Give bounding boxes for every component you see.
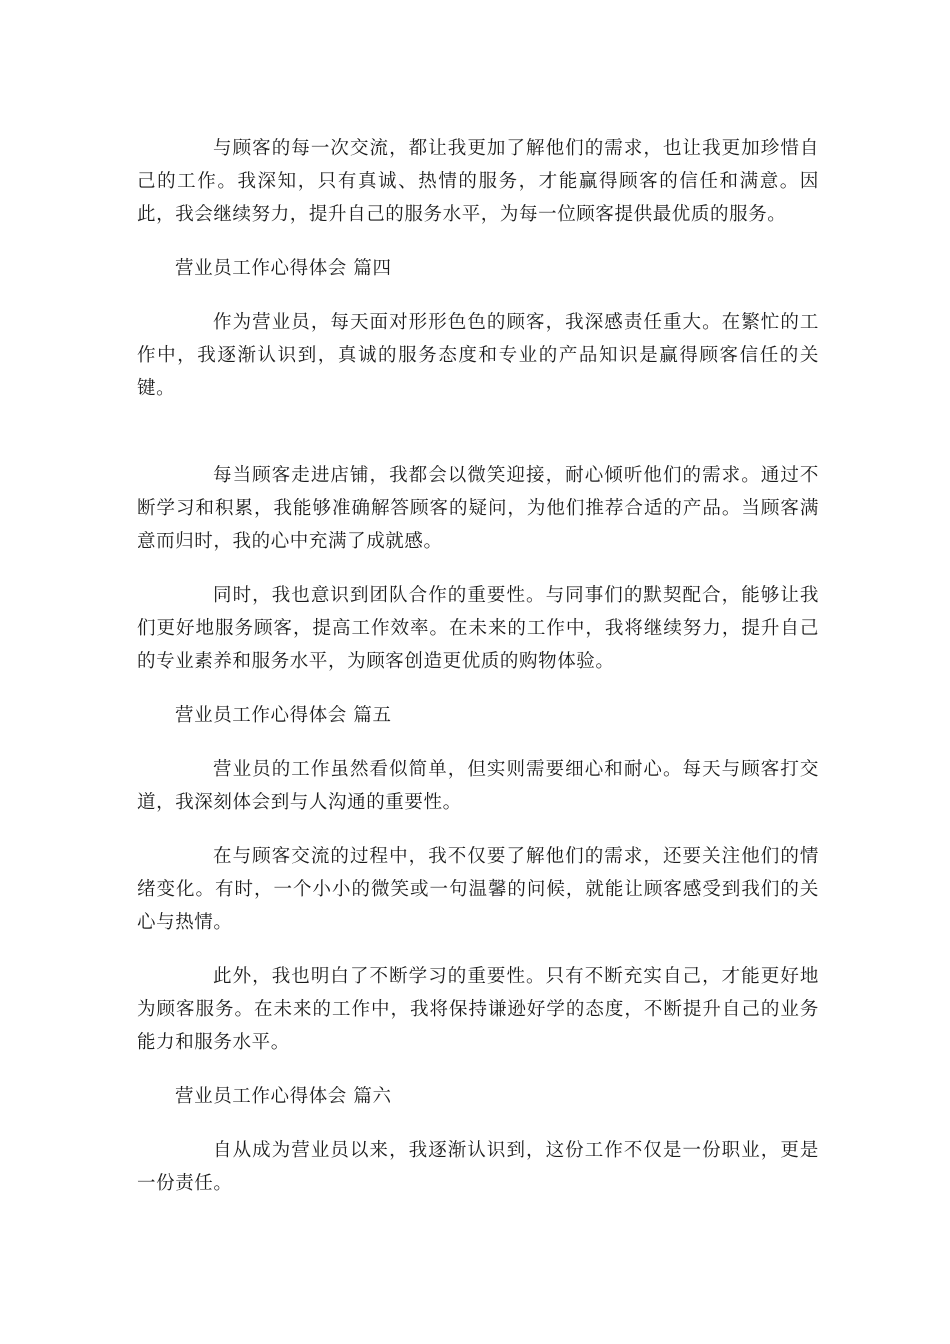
spacer — [137, 1059, 819, 1080]
spacer — [137, 819, 819, 840]
spacer — [137, 285, 819, 306]
paragraph: 作为营业员，每天面对形形色色的顾客，我深感责任重大。在繁忙的工作中，我逐渐认识到，真诚的服务态度和专业的产品知识是赢得顾客信任的关键。 — [137, 312, 819, 399]
section-heading: 营业员工作心得体会 篇四 — [175, 258, 392, 279]
spacer — [137, 1113, 819, 1134]
spacer — [137, 405, 819, 459]
paragraph: 在与顾客交流的过程中，我不仅要了解他们的需求，还要关注他们的情绪变化。有时，一个小小的微笑或一句温馨的问候，就能让顾客感受到我们的关心与热情。 — [137, 846, 819, 933]
spacer — [137, 231, 819, 252]
section-heading: 营业员工作心得体会 篇五 — [175, 705, 392, 726]
paragraph: 此外，我也明白了不断学习的重要性。只有不断充实自己，才能更好地为顾客服务。在未来的工作中，我将保持谦逊好学的态度，不断提升自己的业务能力和服务水平。 — [137, 966, 819, 1053]
paragraph: 营业员的工作虽然看似简单，但实则需要细心和耐心。每天与顾客打交道，我深刻体会到与人沟通的重要性。 — [137, 759, 819, 813]
section-heading: 营业员工作心得体会 篇六 — [175, 1086, 392, 1107]
paragraph: 与顾客的每一次交流，都让我更加了解他们的需求，也让我更加珍惜自己的工作。我深知，只有真诚、热情的服务，才能赢得顾客的信任和满意。因此，我会继续努力，提升自己的服务水平，为每一位顾客提供最优质的服务。 — [137, 138, 819, 225]
spacer — [137, 678, 819, 699]
paragraph: 同时，我也意识到团队合作的重要性。与同事们的默契配合，能够让我们更好地服务顾客，提高工作效率。在未来的工作中，我将继续努力，提升自己的专业素养和服务水平，为顾客创造更优质的购物体验。 — [137, 585, 819, 672]
spacer — [137, 939, 819, 960]
paragraph: 每当顾客走进店铺，我都会以微笑迎接，耐心倾听他们的需求。通过不断学习和积累，我能够准确解答顾客的疑问，为他们推荐合适的产品。当顾客满意而归时，我的心中充满了成就感。 — [137, 465, 819, 552]
spacer — [137, 558, 819, 579]
document-body — [137, 132, 819, 1200]
spacer — [137, 732, 819, 753]
paragraph: 自从成为营业员以来，我逐渐认识到，这份工作不仅是一份职业，更是一份责任。 — [137, 1140, 819, 1194]
